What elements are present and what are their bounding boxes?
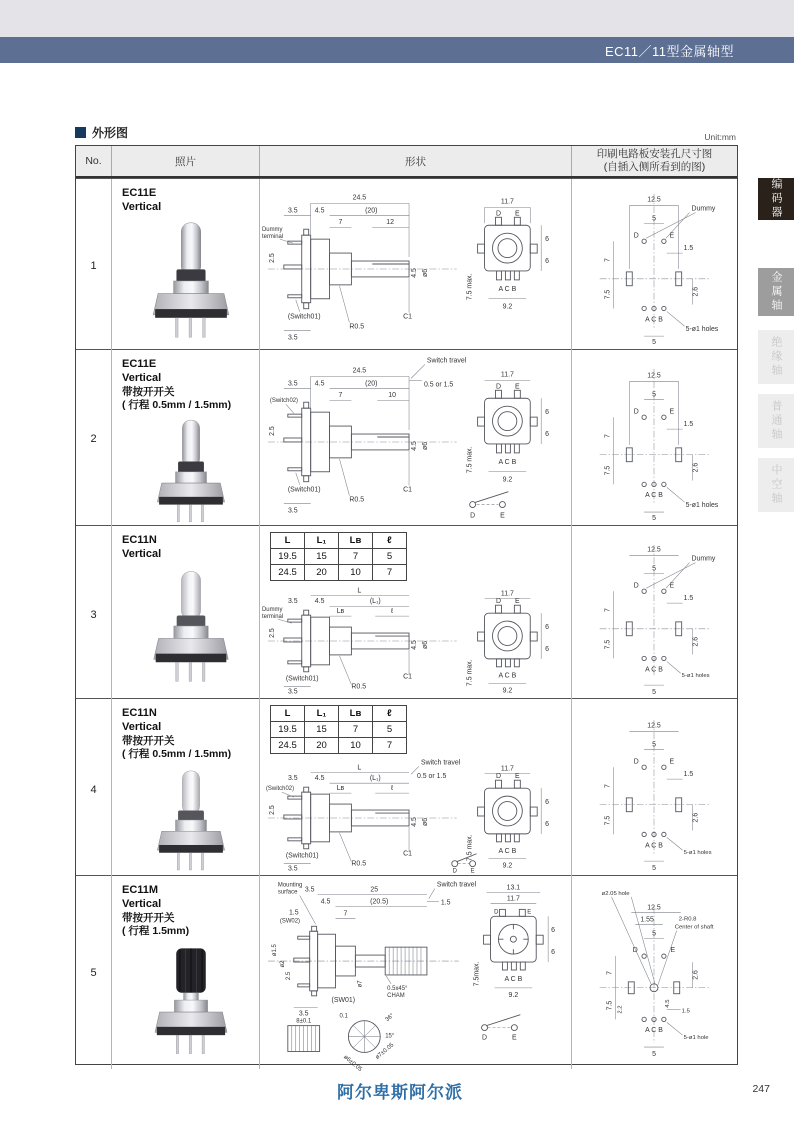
shape-cell xyxy=(259,179,571,352)
dim-label: L xyxy=(357,764,362,772)
pin-label: D xyxy=(633,408,639,416)
pin-label: A C B xyxy=(645,1027,663,1035)
dim-label: 7.5 max. xyxy=(466,659,474,687)
dim-label: 6 xyxy=(545,236,550,244)
pin-label: D xyxy=(633,232,639,240)
pcb-cell xyxy=(571,179,737,352)
pcb-hole-diagram xyxy=(572,179,736,347)
dim-label: 7 xyxy=(604,258,612,262)
row-number: 4 xyxy=(90,783,97,796)
dim-label: 5 xyxy=(652,689,656,696)
dim-label: 7 xyxy=(343,910,348,918)
dim-label: 3.5 xyxy=(287,598,298,606)
product-photo-ec11m xyxy=(122,941,259,1061)
pin-label: A C B xyxy=(645,492,663,500)
callout-label: R0.5 xyxy=(351,860,367,868)
photo-cell xyxy=(111,699,259,880)
pin-label: E xyxy=(669,408,675,416)
pin-label: D xyxy=(495,598,501,606)
pcb-hole-diagram xyxy=(572,526,736,698)
dim-label: 10 xyxy=(388,392,397,400)
model-name: EC11E Vertical 带按开开关 ( 行程 0.5mm / 1.5mm) xyxy=(122,358,232,412)
unit-label: Unit:mm xyxy=(704,132,736,142)
callout-label: C1 xyxy=(403,486,412,494)
dim-label: 3.5 xyxy=(287,775,298,783)
callout-label: terminal xyxy=(261,234,284,241)
pin-label: E xyxy=(470,868,475,875)
dim-label: 1.5 xyxy=(683,421,694,429)
pin-label: A C B xyxy=(498,847,517,855)
dim-label: 11.7 xyxy=(500,590,514,598)
callout-label: (Switch02) xyxy=(265,786,295,793)
row-number: 5 xyxy=(90,966,97,979)
dim-label: 2.5 xyxy=(268,253,276,263)
dim-label: ℓ xyxy=(391,608,394,616)
model-name: EC11E Vertical xyxy=(122,187,162,214)
pin-label: E xyxy=(515,773,520,781)
shape-drawing-ec11e-switch xyxy=(260,350,570,523)
page-header-title: EC11／11型金属轴型 xyxy=(604,43,734,59)
dim-label: 6 xyxy=(551,949,555,957)
col-header-pcb: 印刷电路板安装孔尺寸图 (自插入侧所看到的图) xyxy=(571,146,737,176)
callout-label: (Switch01) xyxy=(287,313,321,321)
dim-label: 6 xyxy=(545,799,550,807)
dim-label: 7.5 max. xyxy=(466,834,474,862)
section-title: 外形图 xyxy=(92,126,129,140)
dim-label: 2.5 xyxy=(268,628,276,638)
callout-label: R0.5 xyxy=(349,323,365,331)
dim-label: 7 xyxy=(604,784,612,788)
alps-alpine-logo: 阿尔卑斯阿尔派 xyxy=(337,1083,463,1102)
dim-label: ℓ xyxy=(391,785,394,793)
dim-label: ø1.5 xyxy=(271,944,278,957)
dim-label: ø6 xyxy=(421,817,429,827)
dim-label: 7.5max. xyxy=(473,961,481,987)
model-name: EC11N Vertical 带按开开关 ( 行程 0.5mm / 1.5mm) xyxy=(122,707,232,761)
dim-label: 9.2 xyxy=(502,476,513,484)
model-name: EC11N Vertical xyxy=(122,534,162,561)
pcb-cell xyxy=(571,699,737,880)
callout-label: CHAM xyxy=(387,992,405,999)
callout-label: 5-ø1 holes xyxy=(681,673,710,680)
dim-label: 11.7 xyxy=(500,765,514,773)
dim-label: 12.5 xyxy=(647,196,661,204)
pin-label: D xyxy=(470,512,476,520)
photo-cell xyxy=(111,179,259,352)
pin-label: A C B xyxy=(645,316,663,324)
callout-label: (Switch01) xyxy=(285,852,319,860)
dim-label: 1.55 xyxy=(640,916,654,924)
photo-cell xyxy=(111,876,259,1069)
callout-label: Switch travel xyxy=(420,759,461,767)
outline-table xyxy=(75,145,738,1073)
dim-label: 7.5 xyxy=(604,639,612,650)
row-number: 2 xyxy=(90,433,97,445)
pin-label: E xyxy=(669,758,675,766)
page-header-bar xyxy=(0,37,794,63)
dim-label: 3.5 xyxy=(287,865,298,873)
callout-label: C1 xyxy=(403,313,412,321)
dim-label: 1.5 xyxy=(288,909,299,917)
dim-label: 5 xyxy=(652,514,656,522)
dim-label: ø2 xyxy=(279,960,286,968)
callout-label: 2-R0.8 xyxy=(678,916,697,923)
callout-label: R0.5 xyxy=(349,496,365,504)
pin-label: A C B xyxy=(498,672,517,680)
dim-label: ø7±0.05 xyxy=(374,1042,396,1061)
dim-label: 15° xyxy=(385,1033,395,1040)
callout-label: surface xyxy=(277,889,298,896)
shape-drawing-ec11n-switch xyxy=(260,756,570,874)
dim-label: 4.5 xyxy=(320,898,331,906)
dim-label: 11.7 xyxy=(500,371,514,379)
side-tab-metal-shaft: 金属轴 xyxy=(758,268,794,316)
shape-drawing-ec11e xyxy=(260,179,570,347)
callout-label: Switch travel xyxy=(436,881,477,889)
dim-label: 3.5 xyxy=(287,207,298,215)
shape-cell xyxy=(259,699,571,880)
dim-label: 12.5 xyxy=(647,904,661,912)
page-number: 247 xyxy=(752,1083,770,1095)
dim-label: 5 xyxy=(652,215,656,223)
dim-label: 2.5 xyxy=(268,426,276,436)
pcb-cell xyxy=(571,876,737,1069)
dim-label: 12.5 xyxy=(647,722,661,730)
dim-label: ø6±0.05 xyxy=(342,1054,363,1073)
callout-label: 5-ø1 hole xyxy=(683,1035,709,1042)
callout-label: Dummy xyxy=(261,227,283,234)
col-header-photo: 照片 xyxy=(111,146,259,176)
dim-label: 3.5 xyxy=(287,334,298,342)
dim-label: 9.2 xyxy=(502,687,513,695)
dim-label: 3.5 xyxy=(287,688,298,696)
pin-label: E xyxy=(669,582,675,590)
dim-label: 5 xyxy=(652,339,656,347)
callout-label: ø2.05 hole xyxy=(601,890,630,897)
dim-label: 4.5 xyxy=(314,380,325,388)
dim-label: 7.5 xyxy=(606,1000,614,1011)
pin-label: A C B xyxy=(645,666,663,674)
callout-label: (Switch01) xyxy=(285,675,319,683)
dim-label: 2.6 xyxy=(692,286,700,297)
dim-label: 1.5 xyxy=(683,245,694,253)
side-tab-insulated-shaft: 绝缘轴 xyxy=(758,330,794,384)
dim-label: 1.5 xyxy=(681,1008,690,1015)
pin-label: D xyxy=(633,582,639,590)
callout-label: C1 xyxy=(403,850,412,858)
pin-label: D xyxy=(482,1034,488,1042)
pin-label: E xyxy=(527,909,532,916)
pcb-cell xyxy=(571,350,737,528)
dim-label: 0.1 xyxy=(339,1013,348,1020)
dim-label: 2.2 xyxy=(617,1005,624,1014)
pin-label: E xyxy=(512,1034,517,1042)
dim-label: 11.7 xyxy=(506,895,520,903)
row-number: 3 xyxy=(90,608,97,621)
dim-label: ø6 xyxy=(421,441,429,450)
callout-label: Mounting xyxy=(277,882,303,889)
dim-label: 6 xyxy=(545,258,550,265)
pin-label: E xyxy=(515,383,520,391)
table-header-row xyxy=(76,146,737,178)
dim-label: 7.5 max. xyxy=(466,273,474,301)
dim-label: 6 xyxy=(545,409,550,417)
pin-label: D xyxy=(452,868,457,875)
dim-label: 4.5 xyxy=(314,775,325,783)
dim-label: 24.5 xyxy=(352,194,367,202)
dim-label: 5 xyxy=(652,565,656,573)
callout-label: (SW01) xyxy=(331,996,356,1004)
dim-label: 7 xyxy=(338,392,343,400)
shaft-length-table: L L₁ Lʙ ℓ 19.5 15 7 5 24.5 20 10 7 xyxy=(270,705,407,754)
dim-label: 4.5 xyxy=(314,207,325,215)
dim-label: (20) xyxy=(365,207,378,215)
side-tab-standard-shaft: 普通轴 xyxy=(758,394,794,448)
col-header-shape: 形状 xyxy=(259,146,571,176)
dim-label: 6 xyxy=(545,645,550,653)
shape-cell xyxy=(259,350,571,528)
dim-label: 4.5 xyxy=(314,598,325,606)
dim-label: 7 xyxy=(604,608,612,612)
pin-label: D xyxy=(632,947,638,955)
dim-label: 2.5 xyxy=(285,971,292,981)
section-bullet-square xyxy=(75,127,86,138)
dim-label: 1.5 xyxy=(440,899,451,907)
table-row xyxy=(76,698,737,875)
dim-label: 0.5 or 1.5 xyxy=(423,381,454,389)
callout-label: 0.5x45° xyxy=(387,985,408,992)
table-row xyxy=(76,349,737,525)
section-header xyxy=(75,124,128,141)
pin-label: D xyxy=(633,758,639,766)
dim-label: 7.5 xyxy=(604,465,612,476)
dim-label: 3.5 xyxy=(298,1010,309,1018)
dim-label: 4.5 xyxy=(410,817,418,827)
col-header-no: No. xyxy=(85,155,102,167)
shape-cell xyxy=(259,876,571,1073)
dim-label: 1.5 xyxy=(683,595,694,603)
dim-label: 3.5 xyxy=(287,507,298,515)
pin-label: D xyxy=(495,773,501,781)
dim-label: 6 xyxy=(551,927,555,935)
callout-label: (SW02) xyxy=(279,918,301,925)
callout-label: Center of shaft xyxy=(674,924,714,931)
dim-label: 12.5 xyxy=(647,372,661,380)
callout-label: C1 xyxy=(403,673,412,681)
dim-label: 5 xyxy=(652,741,656,749)
table-row xyxy=(76,525,737,698)
dim-label: 2.6 xyxy=(692,636,700,647)
callout-label: Switch travel xyxy=(426,357,467,365)
dim-label: Lʙ xyxy=(336,608,345,616)
shape-cell xyxy=(259,526,571,703)
table-row xyxy=(76,875,737,1073)
dim-label: 36° xyxy=(384,1012,396,1024)
model-name: EC11M Vertical 带按开开关 ( 行程 1.5mm) xyxy=(122,884,190,938)
pcb-cell xyxy=(571,526,737,703)
table-row xyxy=(76,178,737,349)
dim-label: 8±0.1 xyxy=(296,1018,312,1025)
dim-label: 9.2 xyxy=(508,991,519,999)
dim-label: ø6 xyxy=(421,640,429,650)
callout-label: R0.5 xyxy=(351,683,367,691)
dim-label: 3.5 xyxy=(287,380,298,388)
dim-label: 24.5 xyxy=(352,367,367,375)
dim-label: 1.5 xyxy=(683,771,694,779)
dim-label: 13.1 xyxy=(506,884,521,892)
dim-label: 6 xyxy=(545,820,550,828)
callout-label: 5-ø1 holes xyxy=(683,850,712,857)
dim-label: 5 xyxy=(652,864,656,872)
dim-label: 0.5 or 1.5 xyxy=(416,773,447,781)
dim-label: (20.5) xyxy=(370,898,389,906)
dim-label: 7.5 xyxy=(604,289,612,300)
dim-label: 11.7 xyxy=(500,198,514,206)
dim-label: 3.5 xyxy=(304,886,315,894)
callout-label: terminal xyxy=(261,614,284,621)
pcb-hole-diagram xyxy=(572,876,736,1064)
row-number: 1 xyxy=(90,259,97,272)
dim-label: 9.2 xyxy=(502,303,513,311)
pin-label: A C B xyxy=(504,975,523,983)
dim-label: 2.5 xyxy=(268,805,276,815)
product-photo-ec11n xyxy=(122,564,259,688)
shape-drawing-ec11m xyxy=(260,876,570,1073)
dim-label: 9.2 xyxy=(502,862,513,870)
shaft-length-table: L L₁ Lʙ ℓ 19.5 15 7 5 24.5 20 10 7 xyxy=(270,532,407,581)
shape-drawing-ec11n xyxy=(260,583,570,695)
dim-label: 6 xyxy=(545,431,550,439)
callout-label: Dummy xyxy=(261,607,283,614)
pin-label: E xyxy=(515,598,520,606)
pin-label: E xyxy=(515,210,520,218)
dim-label: 5 xyxy=(652,930,656,938)
dim-label: ø6 xyxy=(421,268,429,277)
pin-label: D xyxy=(495,383,501,391)
dim-label: 5 xyxy=(652,391,656,399)
pcb-hole-diagram xyxy=(572,699,736,875)
dim-label: L xyxy=(357,587,362,595)
dim-label: Lʙ xyxy=(336,785,345,793)
side-tab-hollow-shaft: 中空轴 xyxy=(758,458,794,512)
photo-cell xyxy=(111,350,259,528)
callout-label: 5-ø1 holes xyxy=(685,326,719,334)
top-margin-band xyxy=(0,0,794,37)
pin-label: A C B xyxy=(498,285,517,293)
callout-label: 5-ø1 holes xyxy=(685,502,719,510)
dim-label: 7 xyxy=(338,219,343,227)
pin-label: D xyxy=(494,909,499,916)
dim-label: 7.5 max. xyxy=(466,446,474,474)
dim-label: 5 xyxy=(652,1050,656,1058)
pin-label: E xyxy=(670,947,676,955)
dim-label: 4.5 xyxy=(410,268,418,278)
dim-label: 12 xyxy=(386,219,395,227)
photo-cell xyxy=(111,526,259,703)
dim-label: 7.5 xyxy=(604,815,612,826)
pin-label: E xyxy=(669,232,675,240)
product-photo-ec11e-switch xyxy=(122,415,259,527)
dim-label: ø7 xyxy=(357,980,364,988)
pin-label: A C B xyxy=(498,458,517,466)
dim-label: 12.5 xyxy=(647,546,661,554)
dim-label: (20) xyxy=(365,380,378,388)
pin-label: A C B xyxy=(645,842,663,850)
dim-label: (L₁) xyxy=(369,775,381,783)
product-photo-ec11e xyxy=(122,217,259,343)
dim-label: (L₁) xyxy=(369,598,381,606)
callout-label: Dummy xyxy=(691,205,716,213)
dim-label: 7 xyxy=(604,434,612,438)
callout-label: (Switch02) xyxy=(269,398,299,405)
dim-label: 6 xyxy=(545,624,550,632)
pcb-hole-diagram xyxy=(572,350,736,523)
pin-label: D xyxy=(495,210,501,218)
dim-label: 2.6 xyxy=(692,462,700,473)
callout-label: (Switch01) xyxy=(287,486,321,494)
side-tab-encoder: 编码器 xyxy=(758,178,794,220)
pin-label: E xyxy=(500,512,505,520)
callout-label: Dummy xyxy=(691,555,716,563)
product-photo-ec11n-switch xyxy=(122,764,259,876)
dim-label: 2.6 xyxy=(692,812,700,823)
dim-label: 25 xyxy=(370,886,379,894)
dim-label: 4.5 xyxy=(410,640,418,650)
dim-label: 4.5 xyxy=(410,441,418,451)
dim-label: 4.5 xyxy=(664,999,671,1008)
dim-label: 2.6 xyxy=(692,970,700,980)
dim-label: 7 xyxy=(606,971,614,975)
